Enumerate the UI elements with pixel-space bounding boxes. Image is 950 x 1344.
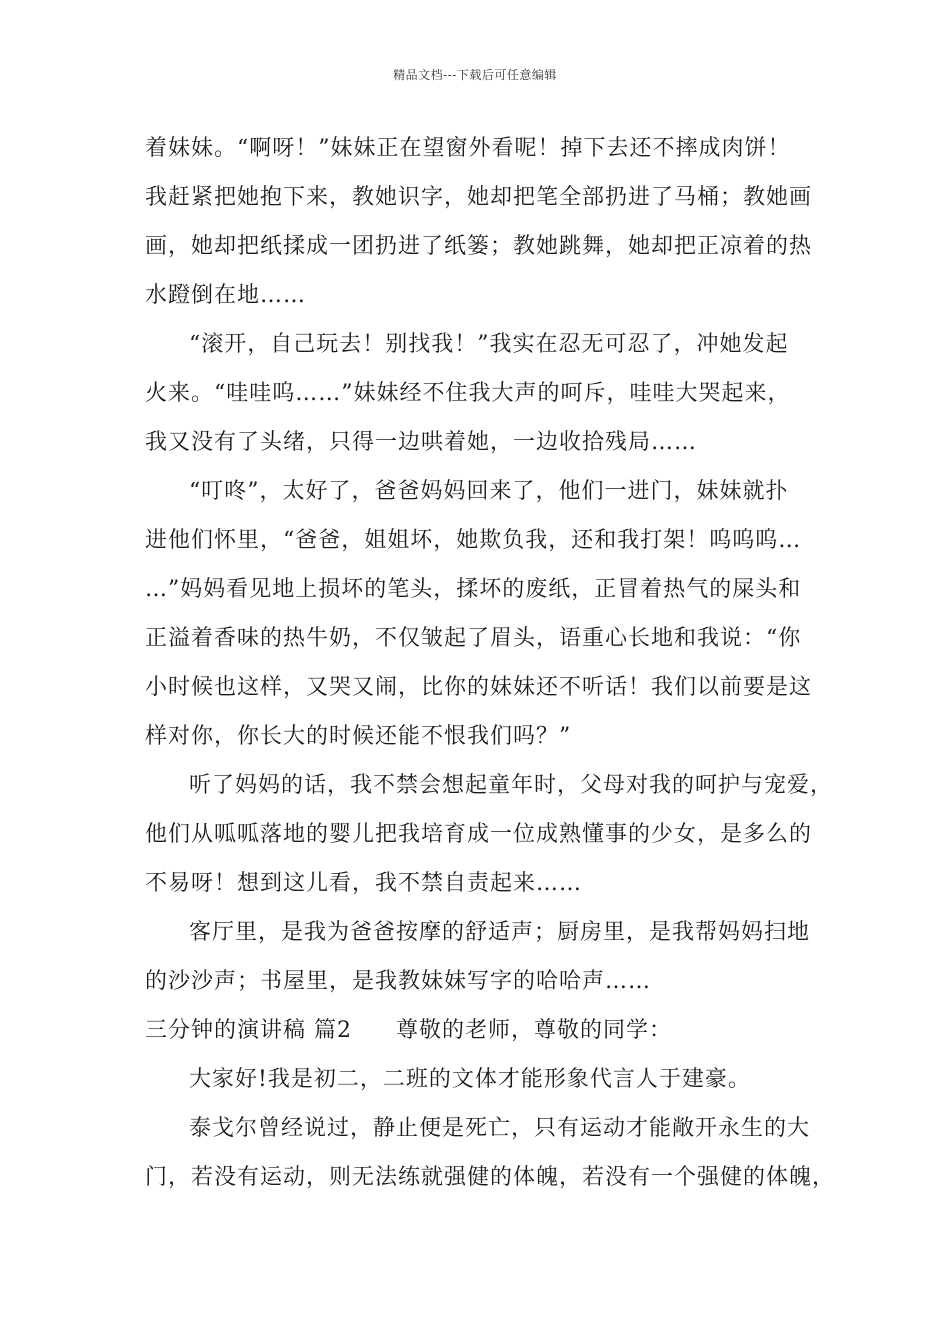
section-title: 三分钟的演讲稿 篇2	[145, 1018, 352, 1043]
paragraph-start-line: 听了妈妈的话，我不禁会想起童年时，父母对我的呵护与宠爱，	[189, 773, 834, 798]
page-header: 精品文档---下载后可任意编辑	[393, 68, 557, 82]
paragraph-start-line: “叮咚”，太好了，爸爸妈妈回来了，他们一进门，妹妹就扑	[189, 479, 789, 504]
salutation: 尊敬的老师，尊敬的同学：	[396, 1018, 673, 1043]
text-line: 进他们怀里，“爸爸，姐姐坏，她欺负我，还和我打架！呜呜呜…	[145, 528, 802, 553]
text-line: 他们从呱呱落地的婴儿把我培育成一位成熟懂事的少女，是多么的	[145, 822, 813, 847]
text-line: 火来。“哇哇呜……”妹妹经不住我大声的呵斥，哇哇大哭起来，	[145, 381, 791, 406]
text-line: 的沙沙声；书屋里，是我教妹妹写字的哈哈声……	[145, 969, 652, 994]
text-line: 着妹妹。“啊呀！”妹妹正在望窗外看呢！掉下去还不摔成肉饼！	[145, 136, 791, 161]
text-line: 水蹬倒在地……	[145, 283, 307, 308]
text-line: 小时候也这样，又哭又闹，比你的妹妹还不听话！我们以前要是这	[145, 675, 813, 700]
paragraph-start-line: “滚开，自己玩去！别找我！”我实在忍无可忍了，冲她发起	[189, 332, 789, 357]
heading-spacer	[352, 1006, 396, 1055]
text-line: …”妈妈看见地上损坏的笔头，揉坏的废纸，正冒着热气的屎头和	[145, 577, 802, 602]
text-line: 不易呀！想到这儿看，我不禁自责起来……	[145, 871, 583, 896]
text-line: 我又没有了头绪，只得一边哄着她，一边收拾残局……	[145, 430, 698, 455]
paragraph-start-line: 泰戈尔曾经说过，静止便是死亡，只有运动才能敞开永生的大	[189, 1116, 811, 1141]
text-line: 样对你，你长大的时候还能不恨我们吗？”	[145, 724, 572, 749]
text-line: 画，她却把纸揉成一团扔进了纸篓；教她跳舞，她却把正凉着的热	[145, 234, 813, 259]
text-line: 正溢着香味的热牛奶，不仅皱起了眉头，语重心长地和我说：“你	[145, 626, 802, 651]
text-line: 我赶紧把她抱下来，教她识字，她却把笔全部扔进了马桶；教她画	[145, 185, 813, 210]
paragraph-start-line: 客厅里，是我为爸爸按摩的舒适声；厨房里，是我帮妈妈扫地	[189, 920, 811, 945]
paragraph-start-line: 大家好!我是初二，二班的文体才能形象代言人于建豪。	[189, 1067, 751, 1092]
document-body	[145, 124, 836, 1202]
text-line: 门，若没有运动，则无法练就强健的体魄，若没有一个强健的体魄，	[145, 1165, 836, 1190]
section-heading-line	[145, 1006, 825, 1055]
